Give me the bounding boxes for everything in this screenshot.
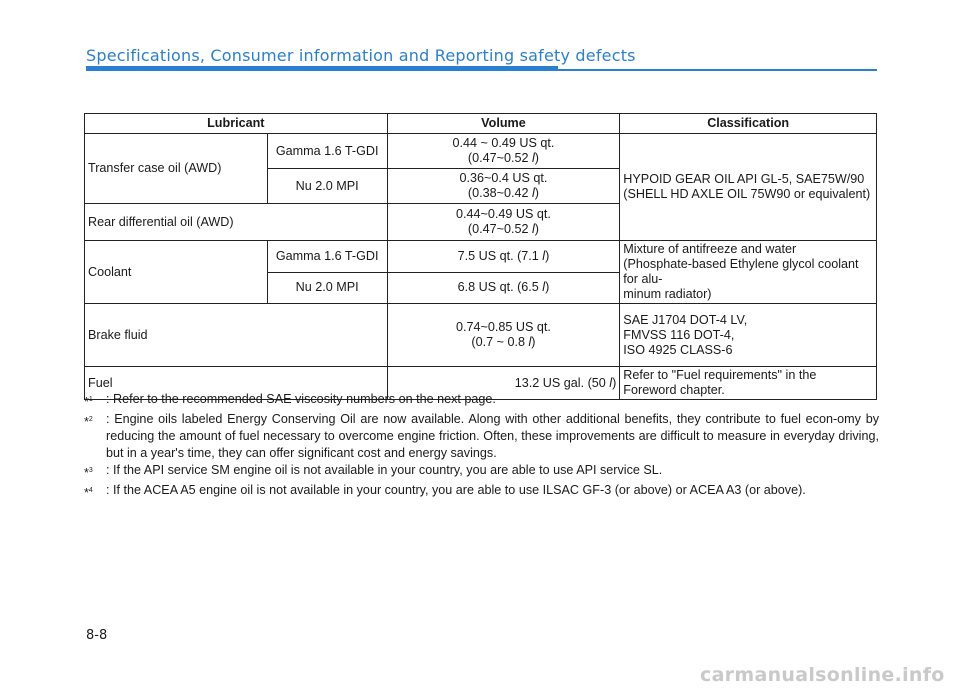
classification-line: SAE J1704 DOT-4 LV, [623, 312, 748, 327]
volume-brake-fluid [387, 304, 620, 367]
footnote-marker: *$^1$ [84, 395, 93, 410]
header-lubricant: Lubricant [85, 114, 388, 134]
section-title: Specifications, Consumer information and Reporting safety defects [86, 46, 636, 65]
classification-fuel: Refer to "Fuel requirements" in the Foreword chapter. [620, 367, 877, 400]
volume-fuel: 13.2 US gal. (50 l) [387, 367, 620, 400]
table-row [85, 304, 877, 367]
engine-gamma: Gamma 1.6 T-GDI [267, 134, 387, 169]
lubricant-brake-fluid: Brake fluid [85, 304, 388, 367]
volume-line: (0.47~0.52 l) [467, 222, 539, 236]
footnote [84, 482, 879, 502]
classification-line: FMVSS 116 DOT-4, [623, 327, 735, 342]
classification-line: HYPOID GEAR OIL API GL-5, SAE75W/90 [623, 172, 865, 186]
table-row [85, 241, 877, 273]
header-volume: Volume [387, 114, 620, 134]
footnote-marker: *$^4$ [84, 486, 93, 501]
lubricant-transfer-case-oil: Transfer case oil (AWD) [85, 134, 268, 204]
volume-transfer-nu [387, 169, 620, 204]
classification-brake-fluid [620, 304, 877, 367]
volume-transfer-gamma [387, 134, 620, 169]
section-title-underline [86, 66, 558, 71]
classification-line: ISO 4925 CLASS-6 [623, 342, 733, 357]
table-header-row [85, 114, 877, 134]
section-divider-line [558, 69, 877, 71]
engine-nu: Nu 2.0 MPI [267, 169, 387, 204]
footnote [84, 411, 879, 462]
table-row [85, 134, 877, 169]
lubricant-coolant: Coolant [85, 241, 268, 304]
classification-line: minum radiator) [623, 287, 712, 301]
footnote-text: : Refer to the recommended SAE viscosity numbers on the next page. [106, 392, 496, 406]
footnote [84, 391, 879, 411]
footnote-text: : If the ACEA A5 engine oil is not available in your country, you are able to use ILSAC GF-3 (or above) or ACEA A3 (or above). [106, 483, 806, 498]
volume-line: (0.38~0.42 l) [467, 186, 539, 200]
lubricant-fuel: Fuel [85, 367, 388, 400]
volume-coolant-gamma: 7.5 US qt. (7.1 l) [387, 241, 620, 273]
classification-hypoid-gear-oil [620, 134, 877, 241]
volume-coolant-nu: 6.8 US qt. (6.5 l) [387, 272, 620, 304]
page-number: 8-8 [86, 628, 108, 643]
footnotes [84, 391, 879, 503]
footnote [84, 462, 879, 482]
lubricant-rear-differential-oil: Rear differential oil (AWD) [85, 204, 388, 241]
classification-coolant [620, 241, 877, 304]
volume-line: 0.44~0.49 US qt. [456, 207, 551, 221]
engine-gamma: Gamma 1.6 T-GDI [267, 241, 387, 273]
volume-line: (0.7 ~ 0.8 l) [471, 335, 536, 349]
classification-line: (Phosphate-based Ethylene glycol coolant for alu- [623, 257, 859, 286]
classification-line: (SHELL HD AXLE OIL 75W90 or equivalent) [623, 187, 871, 201]
footnote-marker: *$^3$ [84, 466, 93, 481]
volume-line: (0.47~0.52 l) [467, 151, 539, 165]
classification-line: Mixture of antifreeze and water [623, 242, 797, 256]
watermark: carmanualsonline.info [700, 664, 945, 686]
header-classification: Classification [620, 114, 877, 134]
footnote-text: : If the API service SM engine oil is not available in your country, you are able to use API service SL. [106, 463, 663, 478]
footnote-marker: *$^2$ [84, 415, 93, 430]
volume-rear-differential [387, 204, 620, 241]
volume-line: 0.36~0.4 US qt. [459, 171, 548, 185]
volume-line: 0.44 ~ 0.49 US qt. [452, 136, 555, 150]
volume-line: 0.74~0.85 US qt. [456, 320, 551, 334]
engine-nu: Nu 2.0 MPI [267, 272, 387, 304]
footnote-text: : Engine oils labeled Energy Conserving Oil are now available. Along with other additional benefits, they contribute to fuel econ-omy by reducing the amount of fuel necessary to overcome engine friction. Often, these improvements are difficult to measure in everyday driving, but in a year's time, they can offer significant cost and energy savings. [106, 412, 879, 461]
lubricant-spec-table [84, 113, 877, 400]
